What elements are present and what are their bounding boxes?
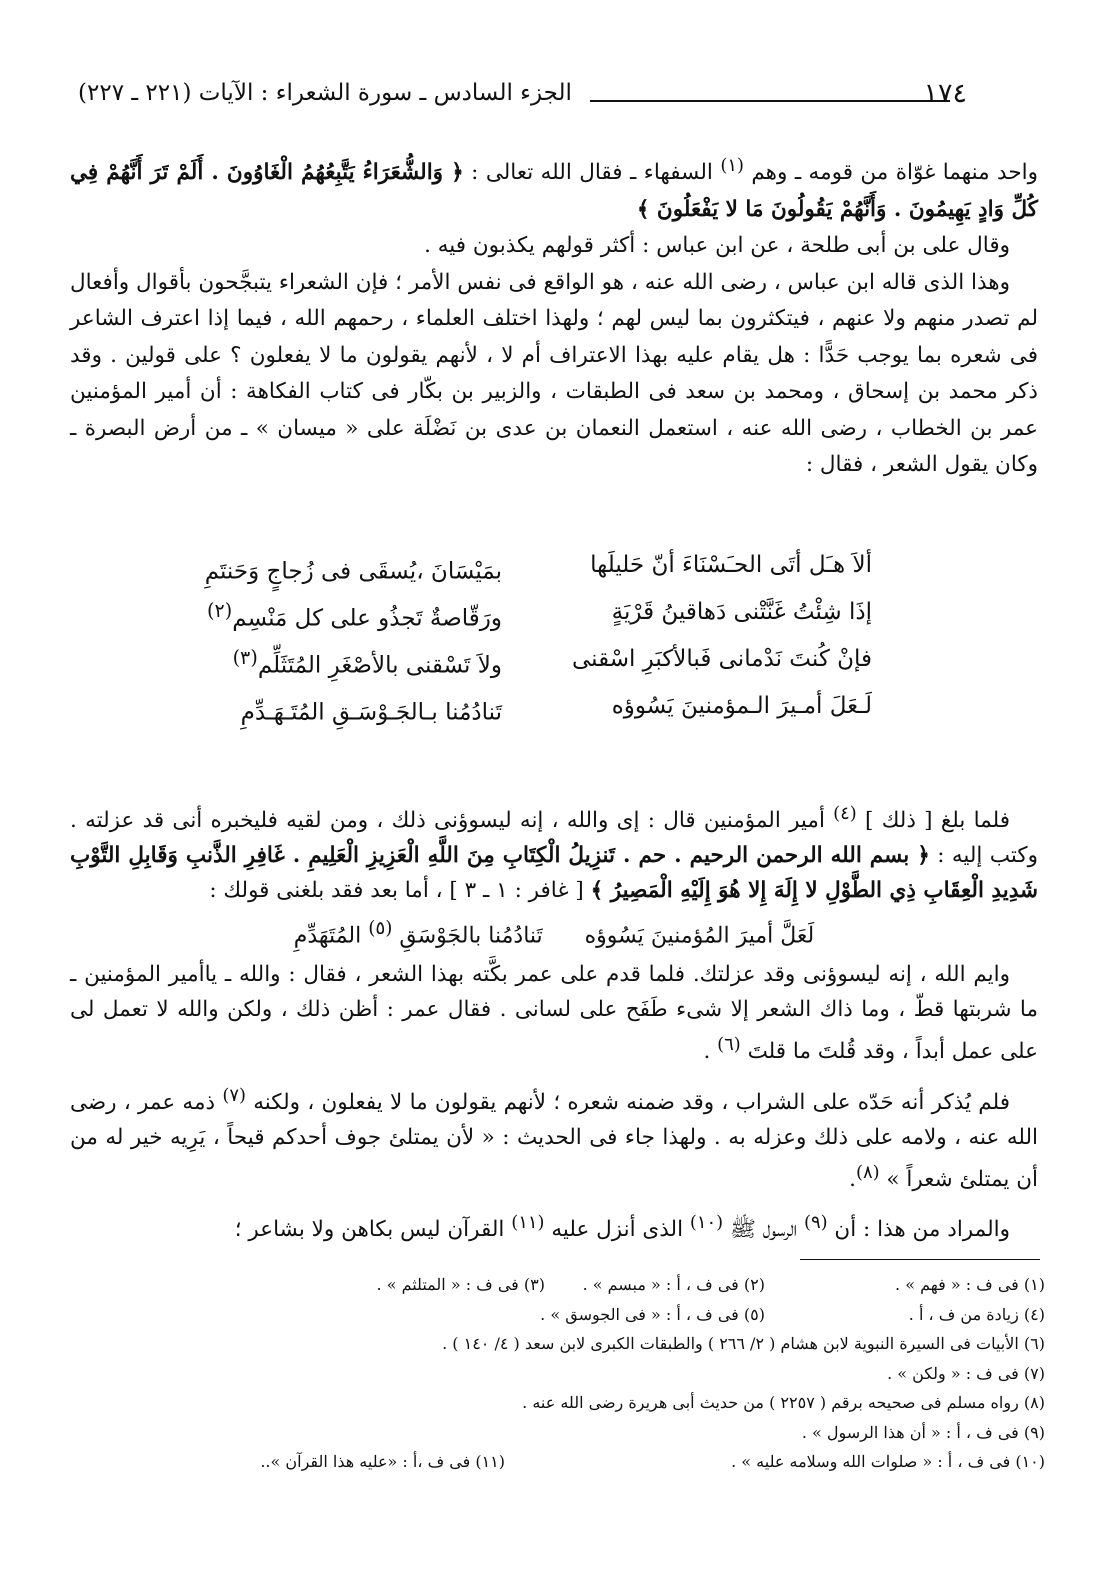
footnote-row	[95, 1270, 1045, 1300]
verse-hemistich-1: فإنْ كُنتَ نَدْمانى فَبالأكبَرِ اسْقنى	[571, 646, 872, 672]
paragraph-2: وقال على بن أبى طلحة ، عن ابن عباس : أكثر قولهم يكذبون فيه .	[424, 233, 1010, 259]
poem-verse	[172, 646, 872, 693]
verse-hemistich-1: إذَا شِئْتُ غَنَّتْنى دَهاقينُ قَرْيَةٍ	[611, 599, 872, 625]
running-title: الجزء السادس ـ سورة الشعراء : الآيات (٢٢١ ـ ٢٢٧)	[78, 80, 572, 106]
page-number: ١٧٤	[923, 78, 967, 109]
footnote-ref: (٥)	[368, 918, 393, 940]
footnote-ref: (٩)	[803, 1211, 828, 1233]
verse-hemistich-1: ألاَ هـَل أتَى الحـَسْنَاءَ أنّ حَليلَها	[590, 552, 872, 578]
footnote: (٩) فى ف ، أ : « أن هذا الرسول » .	[801, 1422, 1045, 1442]
paragraph-5: وايم الله ، إنه ليسوؤنى وقد عزلتك. فلما قدم على عمر بكَّته بهذا الشعر ، فقال : والله ـ ياأمير المؤمنين ـ ما شربتها قطّ ، وما ذاك الشعر إلا شىء طَفَح على لسانى . فقال عمر : أظن ذلك ، ولكن والله لا تعمل لى على عمل أبداً ، وقد قُلتَ ما قلتَ $^{(٦)}$ .	[70, 962, 1038, 1065]
footnote-row	[95, 1388, 1045, 1418]
footnote-rule	[800, 1259, 1040, 1260]
footnote-row	[95, 1418, 1045, 1448]
main-text	[70, 148, 1038, 484]
poem-verse	[172, 693, 872, 740]
footnote-ref: (٧)	[222, 1084, 246, 1106]
footnote-ref: (٦)	[717, 1034, 741, 1056]
footnote: (٥) فى ف ، أ : « فى الجوسق » .	[540, 1304, 765, 1324]
paragraph-6: فلم يُذكر أنه حَدّه على الشراب ، وقد ضمنه شعره ؛ لأنهم يقولون ما لا يفعلون ، ولكنه $^{(٧)}$ ذمه عمر ، رضى الله عنه ، ولامه على ذلك وعزله به . ولهذا جاء فى الحديث : « لأن يمتلئ جوف أحدكم قيحاً ، يَرِيه خير له من أن يمتلئ شعراً » $^{(٨)}$.	[70, 1084, 1038, 1192]
footnote: (٧) فى ف : « ولكن » .	[887, 1363, 1045, 1383]
footnote-ref: (٤)	[833, 803, 857, 824]
footnote: (٨) رواه مسلم فى صحيحه برقم ( ٢٢٥٧ ) من حديث أبى هريرة رضى الله عنه .	[522, 1393, 1045, 1412]
main-text-continued	[70, 796, 1038, 1247]
paragraph-7: والمراد من هذا : أن $^{(٩)}$ الرسول ﷺ $^{(١٠)}$ الذى أنزل عليه $^{(١١)}$ القرآن ليس بكاهن ولا بشاعر ؛	[234, 1211, 1010, 1243]
footnote-row	[95, 1329, 1045, 1359]
footnote-row	[95, 1447, 1045, 1477]
poem-verse	[172, 599, 872, 646]
poem-verse	[172, 552, 872, 599]
footnote-ref: (١٠)	[689, 1211, 724, 1233]
header-rule	[590, 100, 950, 102]
footnote: (١٠) فى ف ، أ : « صلوات الله وسلامه عليه » .	[731, 1452, 1045, 1471]
footnote: (٤) زيادة من ف ، أ .	[908, 1304, 1045, 1324]
verse-hemistich-1: لَـعَلَ أمـيرَ الـمؤمنينَ يَسُوؤه	[611, 693, 872, 719]
footnote-row	[95, 1359, 1045, 1389]
verse-hemistich-2: تَنادُمُنا بـالجَـوْسَـقِ المُتَـهَـدِّمِ	[240, 699, 502, 726]
footnote: (٦) الأبيات فى السيرة النبوية لابن هشام ( ٢/ ٢٦٦ ) والطبقات الكبرى لابن سعد ( ٤/ ١٤٠ ) .	[442, 1334, 1045, 1353]
footnote-ref: (٢)	[207, 599, 233, 622]
footnote-ref: (٨)	[855, 1161, 880, 1183]
quran-quote: ﴿ وَالشُّعَرَاءُ يَتَّبِعُهُمُ الْغَاوُونَ . أَلَمْ تَرَ أَنَّهُمْ فِي كُلِّ وَادٍ يَهِيمُونَ . وَأَنَّهُمْ يَقُولُونَ مَا لا يَفْعَلُونَ ﴾	[70, 160, 1038, 222]
paragraph-3: وهذا الذى قاله ابن عباس ، رضى الله عنه ، هو الواقع فى نفس الأمر ؛ فإن الشعراء يتبجَّحون بأقوال وأفعال لم تصدر منهم ولا عنهم ، فيتكثرون بما ليس لهم ؛ ولهذا اختلف العلماء ، رحمهم الله ، فيما إذا اعترف الشاعر فى شعره بما يوجب حَدًّا : هل يقام عليه بهذا الاعتراف أم لا ، لأنهم يقولون ما لا يفعلون ؟ على قولين . وقد ذكر محمد بن إسحاق ، ومحمد بن سعد فى الطبقات ، والزبير بن بكّار فى كتاب الفكاهة : أن أمير المؤمنين عمر بن الخطاب ، رضى الله عنه ، استعمل النعمان بن عدى بن نَضْلَة على « ميسان » ـ من أرض البصرة ـ وكان يقول الشعر ، فقال :	[70, 269, 1038, 478]
quoted-verse: لَعَلَّ أميرَ المُؤمنينَ يَسُوؤه تَنادُمُنا بالجَوْسَقِ $^{(٥)}$ المُتَهَدِّمِ	[293, 918, 815, 949]
footnote: (٣) فى ف : « المتلثم » .	[376, 1275, 545, 1294]
footnote-ref: (١١)	[511, 1211, 545, 1233]
quran-quote: ﴿ بسم الله الرحمن الرحيم . حم . تَنزِيلُ الْكِتَابِ مِنَ اللَّهِ الْعَزِيزِ الْعَلِيمِ . غَافِرِ الذَّنبِ وَقَابِلِ التَّوْبِ شَدِيدِ الْعِقَابِ ذِي الطَّوْلِ لا إِلَهَ إِلا هُوَ إِلَيْهِ الْمَصِيرُ ﴾	[70, 843, 1038, 904]
footnotes	[95, 1270, 1045, 1477]
poem-block	[172, 552, 872, 740]
verse-hemistich-2: ولاَ تَسْقنى بالأصْغَرِ المُتَثَلِّم$^{(٣)}$	[232, 646, 502, 679]
footnote: (١١) فى ف ،أ : «عليه هذا القرآن »..	[260, 1452, 505, 1471]
paragraph-4: فلما بلغ [ ذلك ] $^{(٤)}$ أمير المؤمنين قال : إى والله ، إنه ليسوؤنى ذلك ، ومن لقيه فليخبره أنى قد عزلته . وكتب إليه : ﴿ بسم الله الرحمن الرحيم . حم . تَنزِيلُ الْكِتَابِ مِنَ اللَّهِ الْعَزِيزِ الْعَلِيمِ . غَافِرِ الذَّنبِ وَقَابِلِ التَّوْبِ شَدِيدِ الْعِقَابِ ذِي الطَّوْلِ لا إِلَهَ إِلا هُوَ إِلَيْهِ الْمَصِيرُ ﴾ [ غافر : ١ ـ ٣ ] ، أما بعد فقد بلغنى قولك :	[70, 803, 1038, 904]
footnote: (١) فى ف : « فهم » .	[895, 1275, 1045, 1294]
verse-hemistich-2: ورَقّاصةٌ تَجذُو على كل مَنْسِم$^{(٢)}$	[207, 599, 502, 632]
footnote-ref: (٣)	[232, 646, 258, 669]
paragraph-1: واحد منهما غوّاة من قومه ـ وهم $^{(١)}$ السفهاء ـ فقال الله تعالى : ﴿ وَالشُّعَرَاءُ يَتَّبِعُهُمُ الْغَاوُونَ . أَلَمْ تَرَ أَنَّهُمْ فِي كُلِّ وَادٍ يَهِيمُونَ . وَأَنَّهُمْ يَقُولُونَ مَا لا يَفْعَلُونَ ﴾	[70, 155, 1038, 222]
footnote-ref: (١)	[720, 155, 744, 176]
footnote-row	[95, 1300, 1045, 1330]
verse-hemistich-2: بمَيْسَانَ ،يُسقَى فى زُجاجٍ وَحَنتَمِ	[204, 558, 502, 585]
footnote: (٢) فى ف ، أ : « مبسم » .	[582, 1275, 765, 1294]
